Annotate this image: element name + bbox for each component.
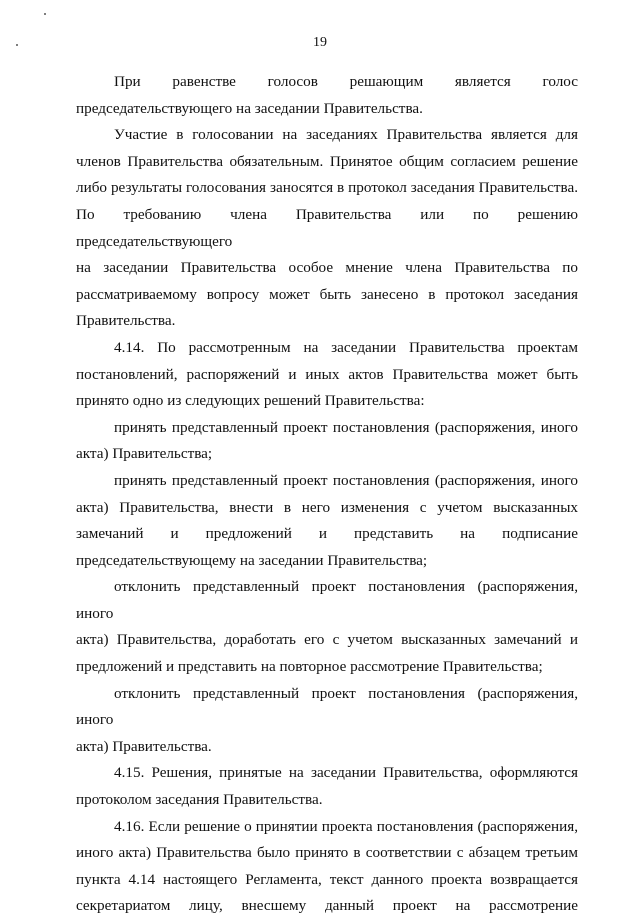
text-line: отклонить представленный проект постановления (распоряжения, иного: [76, 684, 578, 729]
text-line: на заседании Правительства особое мнение члена Правительства по: [76, 259, 578, 277]
text-line: секретариатом лицу, внесшему данный проект на рассмотрение: [76, 897, 578, 915]
paragraph: [76, 574, 578, 680]
paragraph: [76, 415, 578, 468]
text-line: акта) Правительства, внести в него изменения с учетом высказанных: [76, 498, 578, 516]
text-line: принято одно из следующих решений Правительства:: [76, 392, 425, 410]
paragraph: [76, 122, 578, 335]
text-line: пункта 4.14 настоящего Регламента, текст данного проекта возвращается: [76, 870, 578, 888]
text-line: По требованию члена Правительства или по решению председательствующего: [76, 205, 578, 250]
paragraph: [76, 681, 578, 761]
text-line: акта) Правительства.: [76, 737, 212, 755]
text-line: рассматриваемому вопросу может быть занесено в протокол заседания: [76, 285, 578, 303]
document-body: [76, 69, 578, 920]
text-line: Участие в голосовании на заседаниях Правительства является для: [114, 126, 578, 144]
paragraph: [76, 468, 578, 574]
text-line: замечаний и предложений и представить на подписание: [76, 525, 578, 543]
text-line: предложений и представить на повторное рассмотрение Правительства;: [76, 658, 543, 676]
text-line: При равенстве голосов решающим является голос: [114, 73, 578, 90]
text-line: либо результаты голосования заносятся в протокол заседания Правительства.: [76, 179, 578, 197]
page-number: 19: [313, 35, 327, 50]
text-line: 4.14. По рассмотренным на заседании Правительства проектам: [114, 338, 578, 356]
paragraph: [76, 760, 578, 813]
text-line: членов Правительства обязательным. Принятое общим согласием решение: [76, 152, 578, 170]
text-line: акта) Правительства, доработать его с учетом высказанных замечаний и: [76, 631, 578, 649]
text-line: протоколом заседания Правительства.: [76, 791, 323, 809]
paragraph: [76, 69, 578, 122]
text-line: председательствующему на заседании Правительства;: [76, 551, 428, 569]
text-line: принять представленный проект постановления (распоряжения, иного: [114, 471, 578, 489]
text-line: 4.16. Если решение о принятии проекта постановления (распоряжения,: [114, 817, 578, 835]
text-line: отклонить представленный проект постановления (распоряжения, иного: [76, 578, 578, 622]
text-line: постановлений, распоряжений и иных актов Правительства может быть: [76, 365, 578, 383]
text-line: 4.15. Решения, принятые на заседании Правительства, оформляются: [114, 764, 578, 782]
paragraph: [76, 814, 578, 920]
paragraph: [76, 335, 578, 415]
text-line: принять представленный проект постановления (распоряжения, иного: [114, 418, 578, 436]
text-line: Правительства.: [76, 312, 176, 330]
text-line: акта) Правительства;: [76, 445, 213, 463]
scan-speck-1: [44, 13, 46, 15]
text-line: иного акта) Правительства было принято в соответствии с абзацем третьим: [76, 844, 578, 862]
text-line: председательствующего на заседании Правительства.: [76, 99, 423, 117]
